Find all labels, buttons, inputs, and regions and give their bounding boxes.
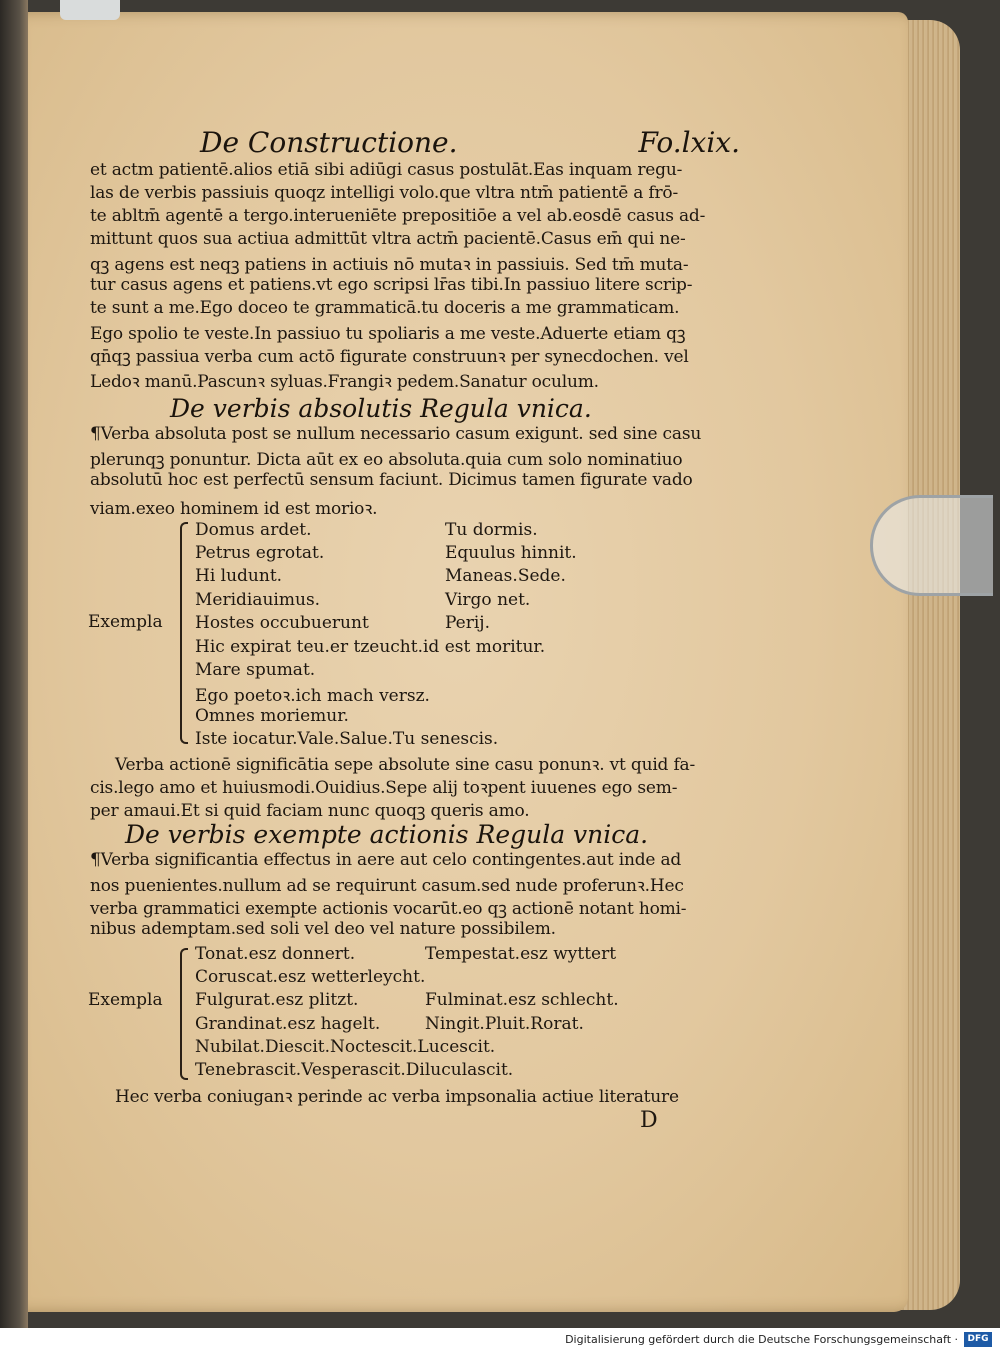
examples-label: Exempla: [88, 612, 163, 632]
page-clip: [60, 0, 120, 20]
example-item: Hi ludunt.: [195, 566, 283, 586]
example-item: Equulus hinnit.: [445, 543, 577, 563]
running-head: De Constructione.: [200, 126, 458, 159]
brace: [180, 522, 188, 744]
dfg-logo: DFG: [964, 1332, 992, 1347]
text-line: Ego spolio te veste.In passiuo tu spoliaris a me veste.Aduerte etiam qꝫ: [90, 324, 686, 344]
section-heading: De verbis exempte actionis Regula vnica.: [125, 820, 649, 849]
text-line: nibus ademptam.sed soli vel deo vel nature possibilem.: [90, 919, 556, 939]
text-line: Ledoꝛ manū.Pascunꝛ syluas.Frangiꝛ pedem.Sanatur oculum.: [90, 372, 599, 392]
example-item: Domus ardet.: [195, 520, 312, 540]
example-item: Tu dormis.: [445, 520, 538, 540]
example-item: Hostes occubuerunt: [195, 613, 369, 633]
text-line: qn̄qꝫ passiua verba cum actō figurate construunꝛ per synecdochen. vel: [90, 347, 689, 367]
example-item: Petrus egrotat.: [195, 543, 325, 563]
folio-number: Fo.lxix.: [638, 126, 740, 159]
text-line: mittunt quos sua actiua admittūt vltra actm̄ pacientē.Casus em̄ qui ne-: [90, 229, 686, 249]
example-item: Virgo net.: [445, 590, 531, 610]
text-line: ¶Verba significantia effectus in aere aut celo contingentes.aut inde ad: [90, 850, 682, 870]
text-line: per amaui.Et si quid faciam nunc quoqꝫ queris amo.: [90, 801, 530, 821]
text-line: qꝫ agens est neqꝫ patiens in actiuis nō mutaꝛ in passiuis. Sed tm̄ muta-: [90, 255, 689, 275]
footer-bar: [0, 1328, 1000, 1352]
example-item: Grandinat.esz hagelt.: [195, 1014, 381, 1034]
text-line: plerunqꝫ ponuntur. Dicta aūt ex eo absoluta.quia cum solo nominatiuo: [90, 450, 683, 470]
book-binding: [0, 0, 28, 1328]
example-item: Meridiauimus.: [195, 590, 321, 610]
text-line: te abltm̄ agentē a tergo.interueniēte prepositiōe a vel ab.eosdē casus ad-: [90, 206, 706, 226]
examples-label: Exempla: [88, 990, 163, 1010]
brace: [180, 948, 188, 1080]
example-item: Coruscat.esz wetterleycht.: [195, 967, 426, 987]
text-line: te sunt a me.Ego doceo te grammaticā.tu doceris a me grammaticam.: [90, 298, 680, 318]
example-item: Fulminat.esz schlecht.: [425, 990, 619, 1010]
example-item: Tempestat.esz wyttert: [425, 944, 617, 964]
example-item: Ego poetoꝛ.ich mach versz.: [195, 686, 430, 706]
text-line: tur casus agens et patiens.vt ego scripsi lr̄as tibi.In passiuo litere scrip-: [90, 275, 693, 295]
example-item: Omnes moriemur.: [195, 706, 349, 726]
text-line: verba grammatici exempte actionis vocarūt.eo qꝫ actionē notant homi-: [90, 899, 687, 919]
example-item: Mare spumat.: [195, 660, 316, 680]
signature-mark: D: [640, 1108, 658, 1133]
text-line: et actm patientē.alios etiā sibi adiūgi casus postulāt.Eas inquam regu-: [90, 160, 683, 180]
closing-line: Hec verba coniuganꝛ perinde ac verba impsonalia actiue literature: [115, 1087, 679, 1107]
example-item: Nubilat.Diescit.Noctescit.Lucescit.: [195, 1037, 496, 1057]
example-item: Tenebrascit.Vesperascit.Diluculascit.: [195, 1060, 514, 1080]
example-item: Maneas.Sede.: [445, 566, 566, 586]
example-item: Iste iocatur.Vale.Salue.Tu senescis.: [195, 729, 499, 749]
text-line: absolutū hoc est perfectū sensum faciunt. Dicimus tamen figurate vado: [90, 470, 693, 490]
footer-credit: Digitalisierung gefördert durch die Deutsche Forschungsgemeinschaft ·: [565, 1333, 958, 1346]
example-item: Tonat.esz donnert.: [195, 944, 356, 964]
text-line: ¶Verba absoluta post se nullum necessario casum exigunt. sed sine casu: [90, 424, 702, 444]
section-heading: De verbis absolutis Regula vnica.: [170, 394, 592, 423]
text-line: viam.exeo hominem id est morioꝛ.: [90, 499, 378, 519]
text-line: cis.lego amo et huiusmodi.Ouidius.Sepe alij toꝛpent iuuenes ego sem-: [90, 778, 678, 798]
example-item: Fulgurat.esz plitzt.: [195, 990, 359, 1010]
text-line: Verba actionē significātia sepe absolute sine casu ponunꝛ. vt quid fa-: [115, 755, 696, 775]
example-item: Hic expirat teu.er tzeucht.id est moritur.: [195, 637, 546, 657]
glass-strap: [870, 495, 993, 596]
example-item: Ningit.Pluit.Rorat.: [425, 1014, 584, 1034]
example-item: Perij.: [445, 613, 490, 633]
text-line: nos puenientes.nullum ad se requirunt casum.sed nude proferunꝛ.Hec: [90, 876, 684, 896]
text-line: las de verbis passiuis quoqz intelligi volo.que vltra ntm̄ patientē a frō-: [90, 183, 679, 203]
